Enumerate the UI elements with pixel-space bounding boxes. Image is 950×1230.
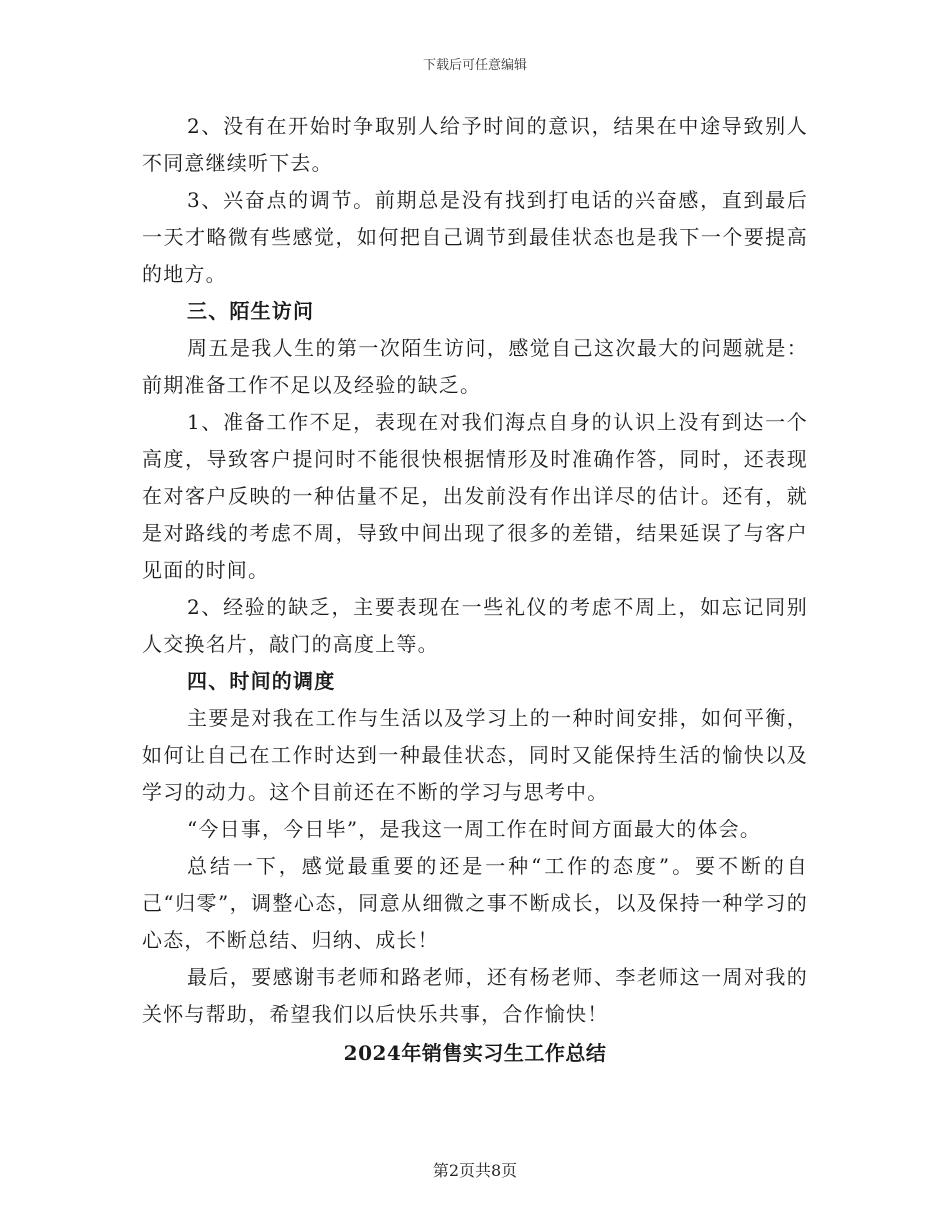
paragraph-thanks: 最后，要感谢韦老师和路老师，还有杨老师、李老师这一周对我的关怀与帮助，希望我们以后快乐共事，合作愉快！ <box>142 965 808 1026</box>
page-header: 下载后可任意编辑 <box>422 58 527 73</box>
paragraph-point-1-visit: 1、准备工作不足，表现在对我们海点自身的认识上没有到达一个高度，导致客户提问时不能很快根据情形及时准确作答，同时，还表现在对客户反映的一种估量不足，出发前没有作出详尽的估计。还有，就是对路线的考虑不周，导致中间出现了很多的差错，结果延误了与客户见面的时间。 <box>142 410 808 582</box>
paragraph-time-intro: 主要是对我在工作与生活以及学习上的一种时间安排，如何平衡，如何让自己在工作时达到一种最佳状态，同时又能保持生活的愉快以及学习的动力。这个目前还在不断的学习与思考中。 <box>142 706 808 804</box>
page-footer: 第2页共8页 <box>432 1161 518 1180</box>
paragraph-point-2-visit: 2、经验的缺乏，主要表现在一些礼仪的考虑不周上，如忘记同别人交换名片，敲门的高度上等。 <box>142 595 808 656</box>
paragraph-summary: 总结一下，感觉最重要的还是一种“工作的态度”。要不断的自己“归零”，调整心态，同意从细微之事不断成长，以及保持一种学习的心态，不断总结、归纳、成长！ <box>142 854 808 952</box>
paragraph-cold-visit-intro: 周五是我人生的第一次陌生访问，感觉自己这次最大的问题就是：前期准备工作不足以及经验的缺乏。 <box>142 336 808 397</box>
paragraph-time-quote: “今日事，今日毕”，是我这一周工作在时间方面最大的体会。 <box>187 817 762 841</box>
paragraph-point-2-phone: 2、没有在开始时争取别人给予时间的意识，结果在中途导致别人不同意继续听下去。 <box>142 114 808 175</box>
next-document-title: 2024年销售实习生工作总结 <box>343 1041 607 1065</box>
section-heading-cold-visit: 三、陌生访问 <box>187 299 315 323</box>
paragraph-point-3-phone: 3、兴奋点的调节。前期总是没有找到打电话的兴奋感，直到最后一天才略微有些感觉，如何把自己调节到最佳状态也是我下一个要提高的地方。 <box>142 188 808 286</box>
document-body <box>142 108 808 1073</box>
section-heading-time: 四、时间的调度 <box>187 669 336 693</box>
